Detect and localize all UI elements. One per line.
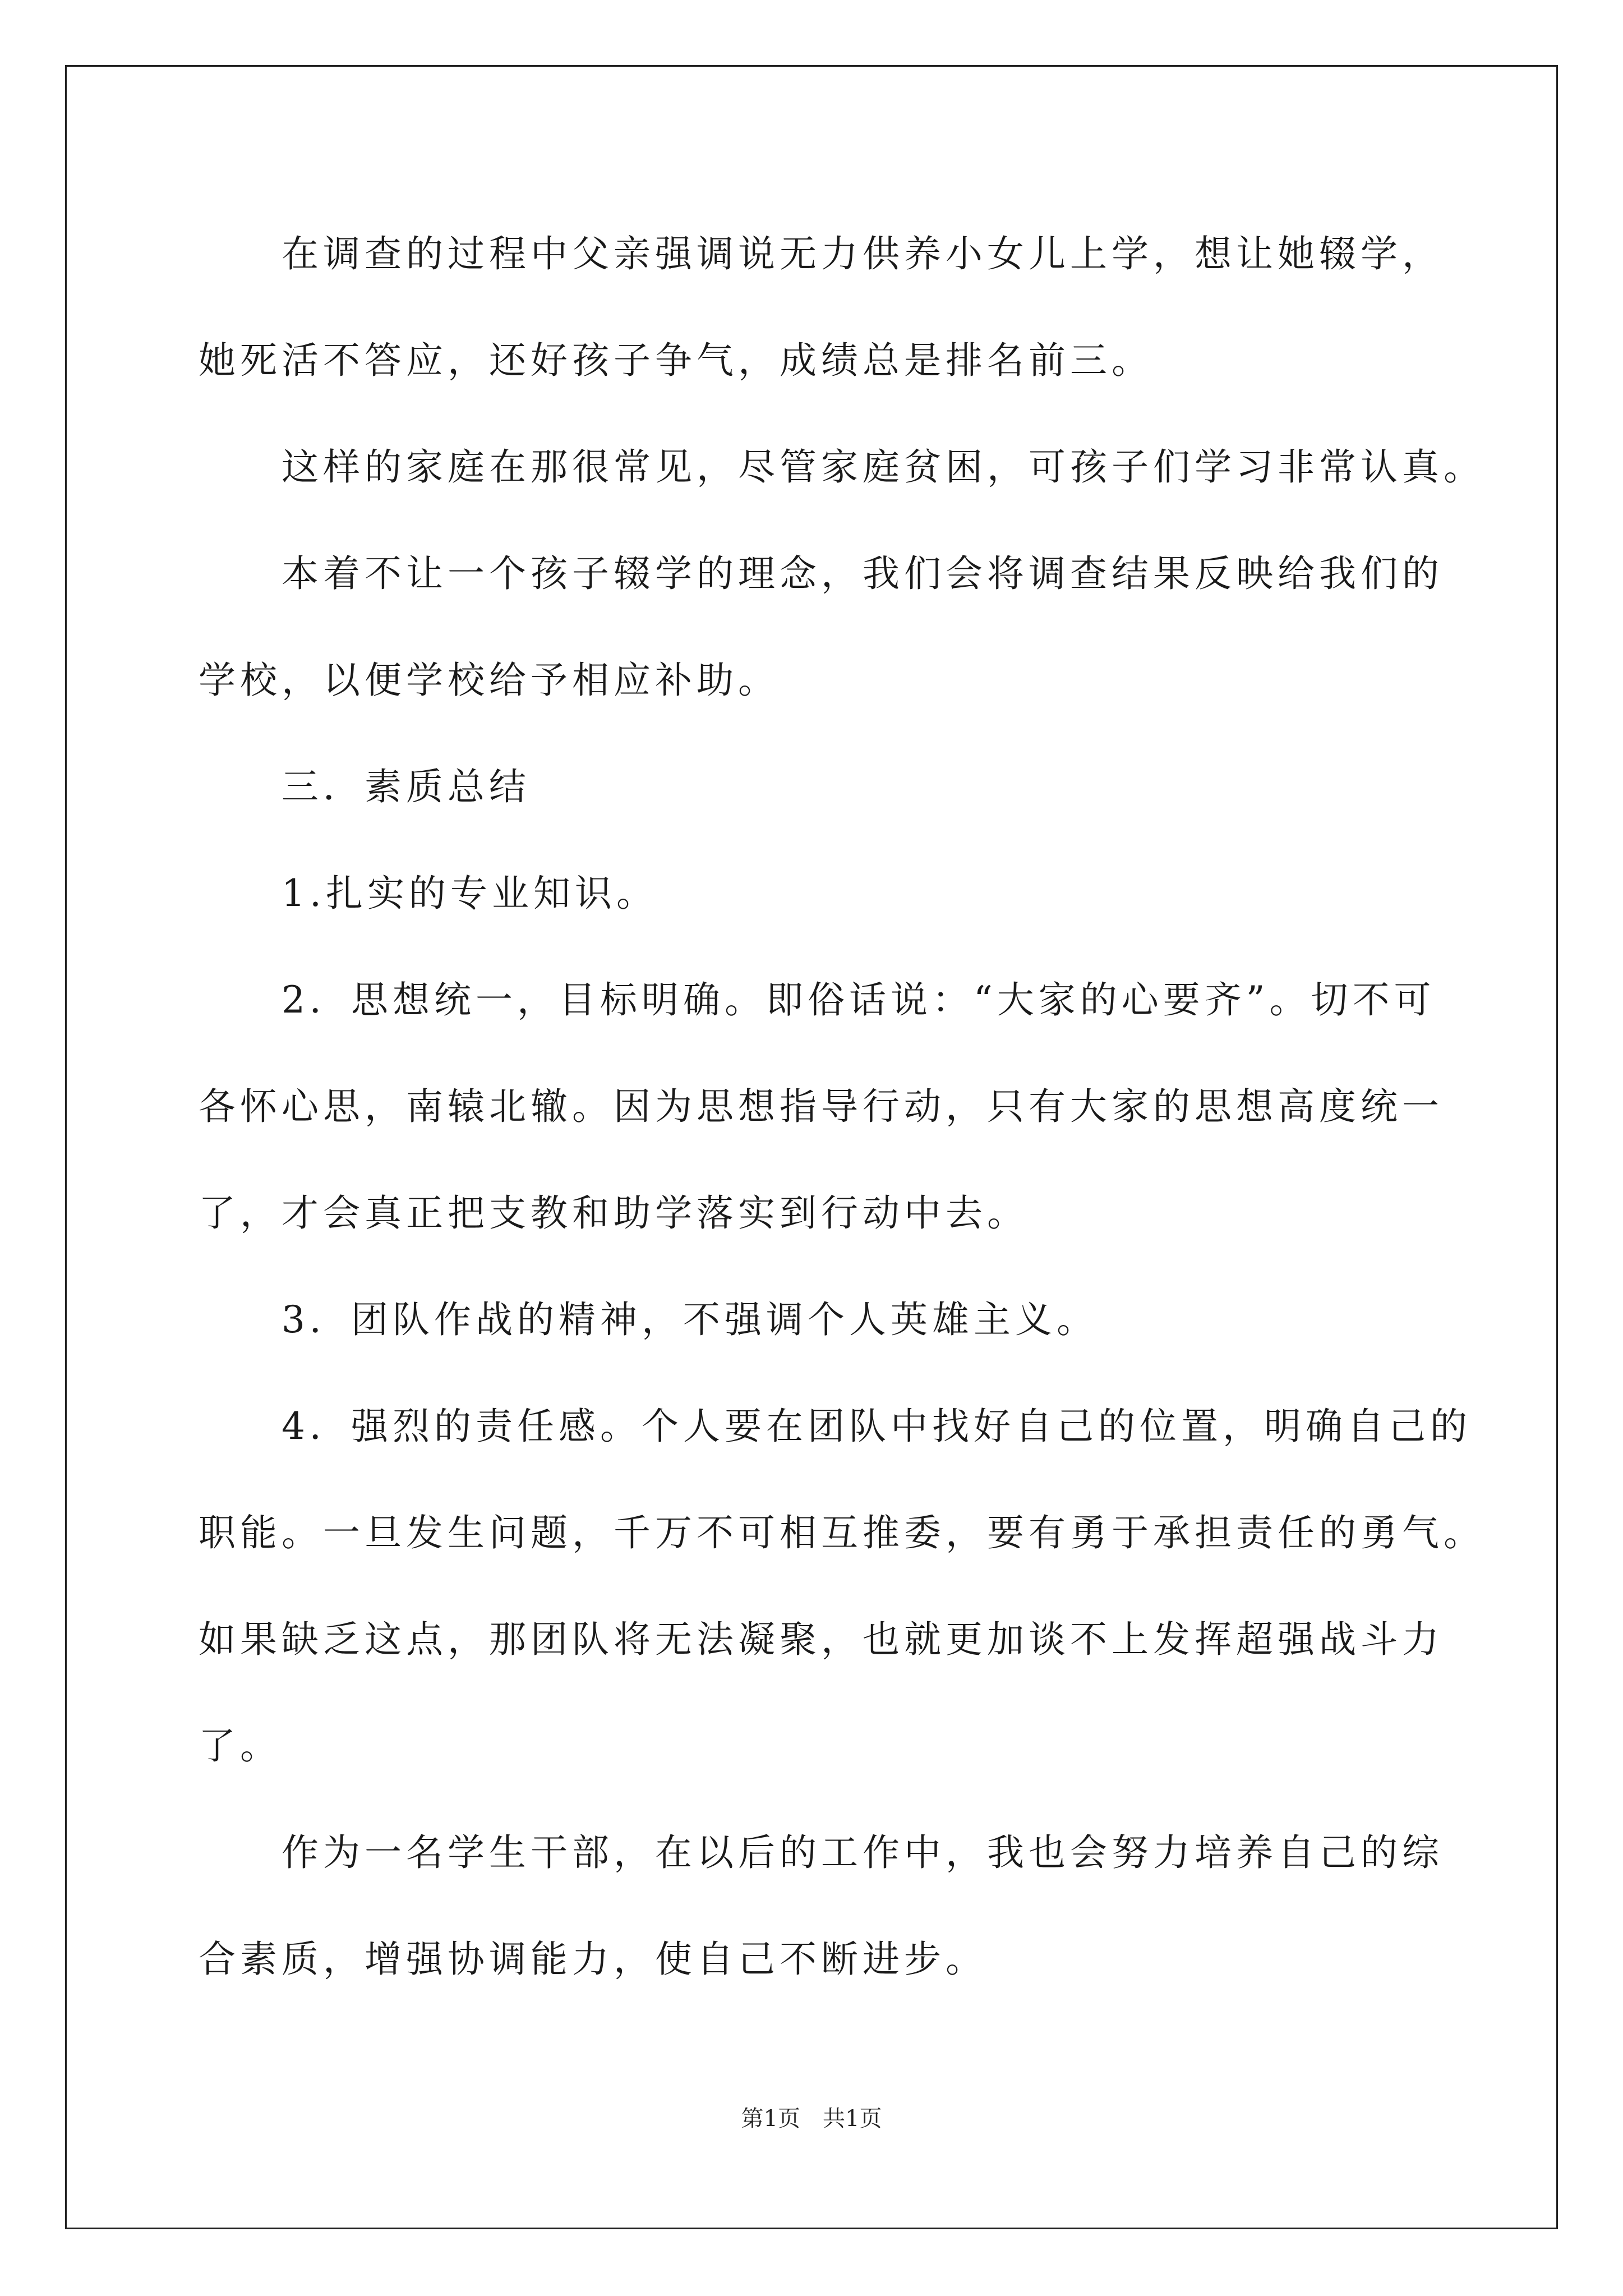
list-item: 4．强烈的责任感。个人要在团队中找好自己的位置，明确自己的 bbox=[282, 1405, 1472, 1448]
paragraph-line: 这样的家庭在那很常见，尽管家庭贫困，可孩子们学习非常认真。 bbox=[282, 445, 1485, 489]
document-body bbox=[199, 201, 1485, 2013]
paragraph-line: 本着不让一个孩子辍学的理念，我们会将调查结果反映给我们的 bbox=[282, 552, 1444, 595]
paragraph-line: 如果缺乏这点，那团队将无法凝聚，也就更加谈不上发挥超强战斗力 bbox=[199, 1618, 1444, 1661]
paragraph-line: 在调查的过程中父亲强调说无力供养小女儿上学，想让她辍学， bbox=[282, 232, 1444, 275]
list-item: 1.扎实的专业知识。 bbox=[282, 872, 658, 915]
paragraph-line: 学校，以便学校给予相应补助。 bbox=[199, 659, 780, 702]
paragraph-line: 职能。一旦发生问题，千万不可相互推委，要有勇于承担责任的勇气。 bbox=[199, 1511, 1485, 1554]
paragraph-line: 作为一名学生干部，在以后的工作中，我也会努力培养自己的综 bbox=[282, 1831, 1444, 1874]
paragraph-line: 了，才会真正把支教和助学落实到行动中去。 bbox=[199, 1191, 1029, 1235]
paragraph-line: 她死活不答应，还好孩子争气，成绩总是排名前三。 bbox=[199, 339, 1153, 382]
section-heading: 三．素质总结 bbox=[282, 765, 531, 808]
paragraph-line: 各怀心思，南辕北辙。因为思想指导行动，只有大家的思想高度统一 bbox=[199, 1085, 1444, 1128]
page-number: 第1页 共1页 bbox=[741, 2106, 882, 2132]
paragraph-line: 了。 bbox=[199, 1724, 282, 1768]
list-item: 3．团队作战的精神，不强调个人英雄主义。 bbox=[282, 1298, 1098, 1341]
list-item: 2．思想统一，目标明确。即俗话说：“大家的心要齐”。切不可 bbox=[282, 978, 1436, 1022]
paragraph-line: 合素质，增强协调能力，使自己不断进步。 bbox=[199, 1938, 987, 1981]
